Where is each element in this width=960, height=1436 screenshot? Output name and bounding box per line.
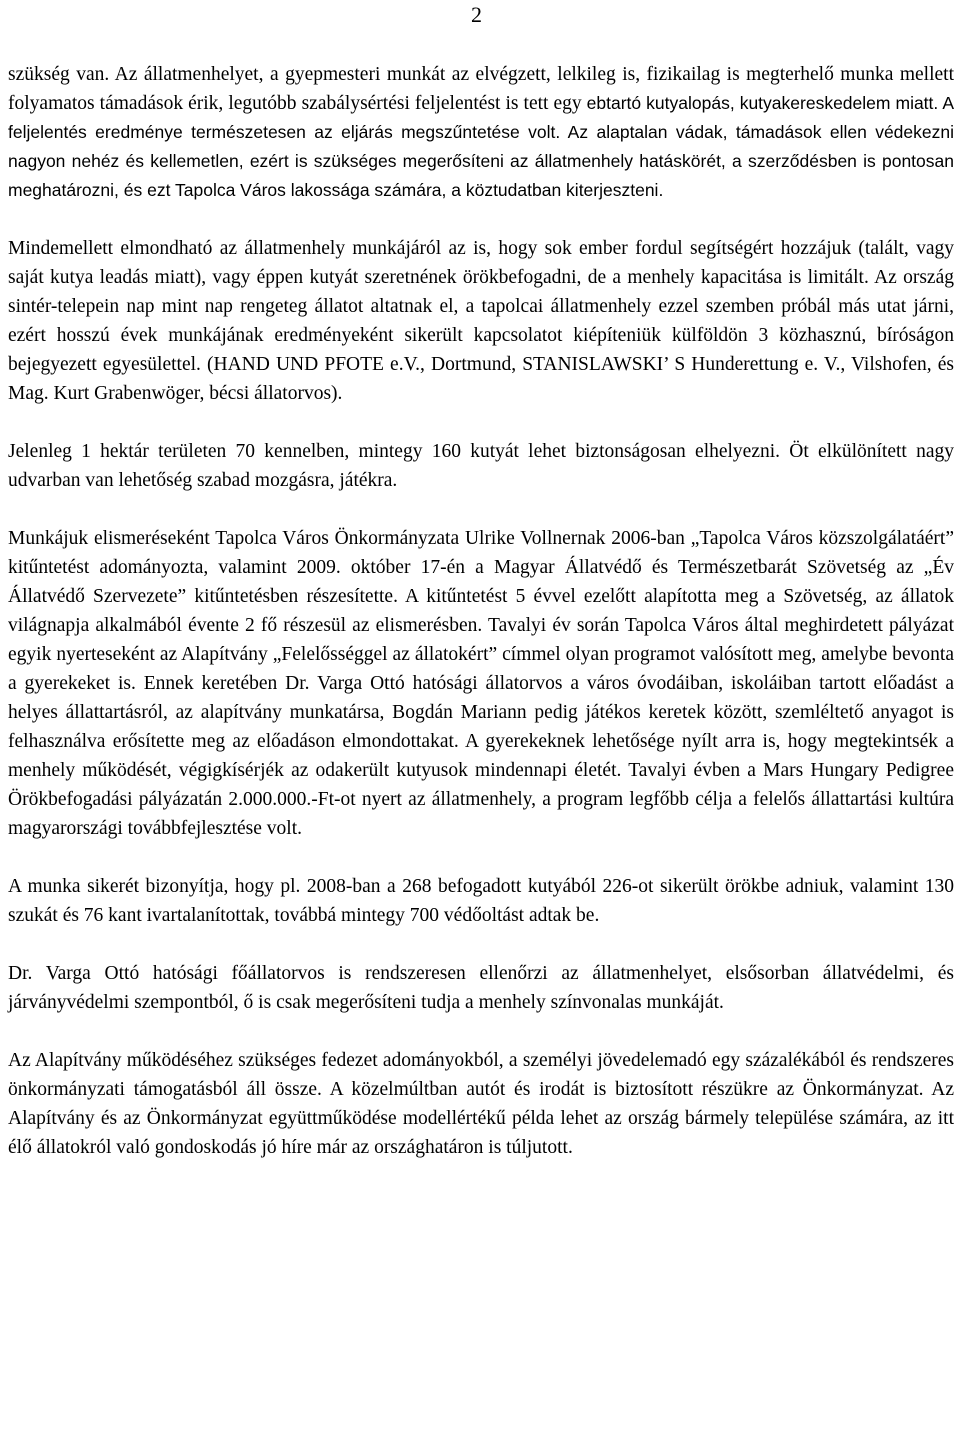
paragraph-2-text: Mindemellett elmondható az állatmenhely munkájáról az is, hogy sok ember fordul segítségért hozzájuk (talált, vagy saját kutya leadás miatt), vagy éppen kutyát szeretnének örökbefogadni, de a menhely kapacitása is limitált. Az ország sintér-telepein nap mint nap rengeteg állatot altatnak el, a tapolcai állatmenhely ezzel szemben próbál más utat járni, ezért hosszú évek munkájának eredményeként sikerült kapcsolatot kiépíteniük külföldön 3 közhasznú, bíróságon bejegyezett egyesülettel. (HAND UND PFOTE e.V., Dortmund, STANISLAWSKI’ S Hunderettung e. V., Vilshofen, és Mag. Kurt Grabenwöger, bécsi állatorvos). (8, 238, 954, 404)
paragraph-2 (8, 234, 954, 408)
paragraph-5 (8, 872, 954, 930)
document-body (8, 60, 954, 1162)
paragraph-6 (8, 959, 954, 1017)
paragraph-1-serif-text: szükség van. Az állatmenhelyet, a gyepmesteri munkát az elvégzett, lelkileg is, fizikailag is megterhelő munka mellett folyamatos támadások érik, legutóbb szabálysértési feljelentést is tett egy (8, 64, 954, 114)
paragraph-6-text: Dr. Varga Ottó hatósági főállatorvos is rendszeresen ellenőrzi az állatmenhelyet, elsősorban állatvédelmi, és járványvédelmi szempontból, ő is csak megerősíteni tudja a menhely színvonalas munkáját. (8, 963, 954, 1013)
paragraph-4 (8, 524, 954, 843)
paragraph-1-sans-text: ebtartó kutyalopás, kutyakereskedelem miatt. A feljelentés eredménye természetesen az eljárás megszűntetése volt. Az alaptalan vádak, támadások ellen védekezni nagyon nehéz és kellemetlen, ezért is szükséges megerősíteni az állatmenhely hatáskörét, a szerződésben is pontosan meghatározni, és ezt Tapolca Város lakossága számára, a köztudatban kiterjeszteni. (8, 93, 954, 200)
paragraph-7 (8, 1046, 954, 1162)
page-number: 2 (471, 2, 482, 27)
paragraph-3-text: Jelenleg 1 hektár területen 70 kennelben, mintegy 160 kutyát lehet biztonságosan elhelyezni. Öt elkülönített nagy udvarban van lehetőség szabad mozgásra, játékra. (8, 441, 954, 491)
paragraph-7-text: Az Alapítvány működéséhez szükséges fedezet adományokból, a személyi jövedelemadó egy százalékából és rendszeres önkormányzati támogatásból áll össze. A közelmúltban autót és irodát is biztosított részükre az Önkormányzat. Az Alapítvány és az Önkormányzat együttműködése modellértékű példa lehet az ország bármely települése számára, az itt élő állatokról való gondoskodás jó híre már az országhatáron is túljutott. (8, 1050, 954, 1158)
paragraph-4-text: Munkájuk elismeréseként Tapolca Város Önkormányzata Ulrike Vollnernak 2006-ban „Tapolca Város közszolgálatáért” kitűntetést adományozta, valamint 2009. október 17-én a Magyar Állatvédő és Természetbarát Szövetség az „Év Állatvédő Szervezete” kitűntetésben részesítette. A kitűntetést 5 évvel ezelőtt alapította meg a Szövetség, az állatok világnapja alkalmából évente 2 fő részesül az elismerésben. Tavalyi év során Tapolca Város által meghirdetett pályázat egyik nyerteseként az Alapítvány „Felelősséggel az állatokért” címmel olyan programot valósított meg, amelybe bevonta a gyerekeket is. Ennek keretében Dr. Varga Ottó hatósági állatorvos a város óvodáiban, iskoláiban tartott előadást a helyes állattartásról, az alapítvány munkatársa, Bogdán Mariann pedig játékos keretek között, szemléltető anyagot is felhasználva erősítette meg az előadáson elmondottakat. A gyerekeknek lehetősége nyílt arra is, hogy megtekintsék a menhely működését, végigkísérjék az odakerült kutyusok mindennapi életét. Tavalyi évben a Mars Hungary Pedigree Örökbefogadási pályázatán 2.000.000.-Ft-ot nyert az állatmenhely, a program legfőbb célja a felelős állattartási kultúra magyarországi továbbfejlesztése volt. (8, 528, 954, 839)
paragraph-3 (8, 437, 954, 495)
paragraph-1 (8, 60, 954, 205)
paragraph-5-text: A munka sikerét bizonyítja, hogy pl. 2008-ban a 268 befogadott kutyából 226-ot sikerült örökbe adniuk, valamint 130 szukát és 76 kant ivartalanítottak, továbbá mintegy 700 védőoltást adtak be. (8, 876, 954, 926)
